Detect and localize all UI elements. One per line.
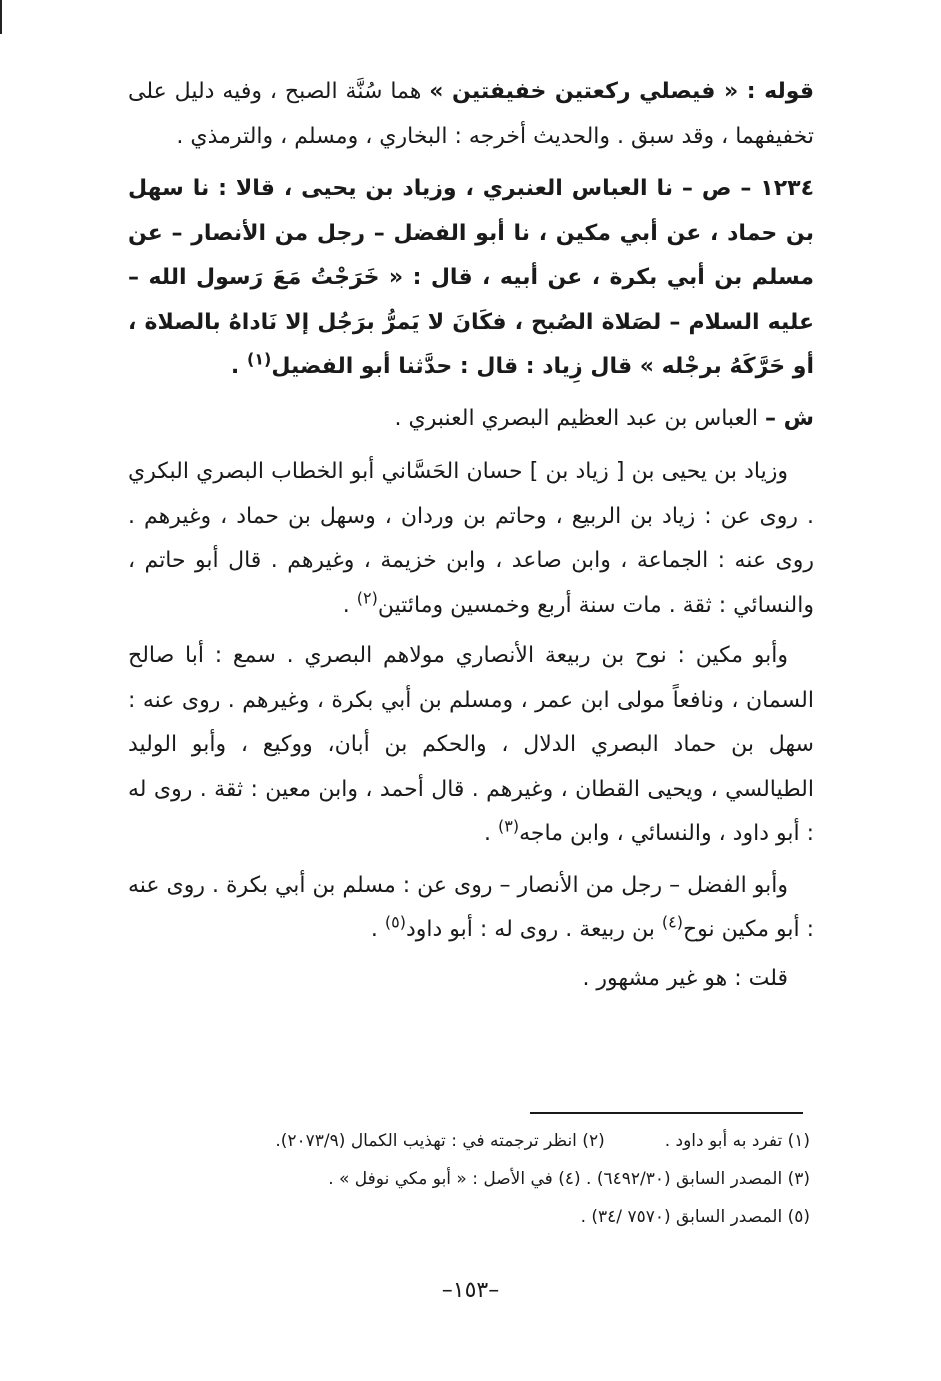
footnote-line (128, 1122, 810, 1160)
paragraph-abu-makin (128, 634, 814, 857)
footnote-line (128, 1160, 810, 1198)
paragraph-ziyad-bin-yahya (128, 450, 814, 628)
paragraph-text: ١٢٣٤ – ص – نا العباس العنبري ، وزياد بن يحيى ، قالا : نا سهل بن حماد ، عن أبي مكين ، نا أبو الفضل – رجل من الأنصار – عن مسلم بن أبي بكرة ، عن أبيه ، قال : « خَرَجْتُ مَعَ رَسول الله – عليه السلام – لصَلاة الصُبح ، فكَانَ لا يَمرُّ برَجُل إلا نَاداهُ بالصلاة ، أو حَرَّكَهُ برجْله » قال زِياد : قال : حدَّثنا أبو الفضيل (128, 176, 814, 379)
paragraph-lead: قوله : « فيصلي ركعتين خفيفتين » (429, 79, 814, 104)
paragraph-text: وأبو الفضل – رجل من الأنصار – روى عن : مسلم بن أبي بكرة . روى عنه : أبو مكين نوح (128, 872, 814, 942)
footnote-divider (530, 1112, 803, 1114)
footnote-ref: (٥) (384, 912, 406, 932)
footnote-ref: (١) (246, 349, 272, 369)
paragraph-tail: . (370, 917, 385, 942)
paragraph-text: هما سُنَّة الصبح ، وفيه دليل على تخفيفهما ، وقد سبق . والحديث أخرجه : البخاري ، ومسلم ، والترمذي . (128, 79, 814, 149)
scan-edge-mark (0, 0, 2, 34)
paragraph-commentary-hadith (128, 70, 814, 159)
page-body (128, 70, 814, 1001)
footnote-5: (٥) المصدر السابق (٧٥٧٠ /٣٤) . (580, 1207, 810, 1227)
paragraph-text: قلت : هو غير مشهور . (582, 965, 788, 991)
footnote-1: (١) تفرد به أبو داود . (664, 1131, 810, 1151)
paragraph-author-note (128, 957, 814, 1002)
footnote-ref: (٣) (498, 816, 520, 836)
paragraph-tail: . (342, 592, 357, 618)
paragraph-hadith-1234 (128, 167, 814, 390)
page-number: –١٥٣– (441, 1278, 500, 1303)
paragraph-text-continued: بن ربيعة . روى له : أبو داود (405, 917, 662, 942)
footnote-ref: (٢) (356, 588, 378, 608)
footnote-line (128, 1198, 810, 1236)
paragraph-sharh-abbas (128, 397, 814, 442)
footnote-3-4: (٣) المصدر السابق (٦٤٩٢/٣٠) . (٤) في الأصل : « أبو مكي نوفل » . (328, 1169, 810, 1189)
footnote-ref: (٤) (661, 912, 683, 932)
paragraph-text: وأبو مكين : نوح بن ربيعة الأنصاري مولاهم البصري . سمع : أبا صالح السمان ، ونافعاً مولى ابن عمر ، ومسلم بن أبي بكرة ، وغيرهم . روى عنه : سهل بن حماد البصري الدلال ، والحكم بن أبان، ووكيع ، وأبو الوليد الطيالسي ، ويحيى القطان ، وغيرهم . قال أحمد ، وابن معين : ثقة . روى له : أبو داود ، والنسائي ، وابن ماجه (128, 643, 814, 846)
footnotes (128, 1122, 810, 1236)
footnote-2: (٢) انظر ترجمته في : تهذيب الكمال (٢٠٧٣/٩). (275, 1131, 605, 1151)
paragraph-lead: ش – (764, 405, 814, 431)
paragraph-abu-al-fadl (128, 864, 814, 953)
paragraph-text: وزياد بن يحيى بن [ زياد بن ] حسان الحَسَّاني أبو الخطاب البصري البكري . روى عن : زياد بن الربيع ، وحاتم بن وردان ، وسهل بن حماد ، وغيرهم . روى عنه : الجماعة ، وابن صاعد ، وابن خزيمة ، وغيرهم . قال أبو حاتم ، والنسائي : ثقة . مات سنة أربع وخمسين ومائتين (128, 459, 814, 618)
paragraph-text: العباس بن عبد العظيم البصري العنبري . (394, 405, 765, 431)
paragraph-tail: . (484, 821, 499, 846)
paragraph-tail: . (230, 354, 247, 379)
